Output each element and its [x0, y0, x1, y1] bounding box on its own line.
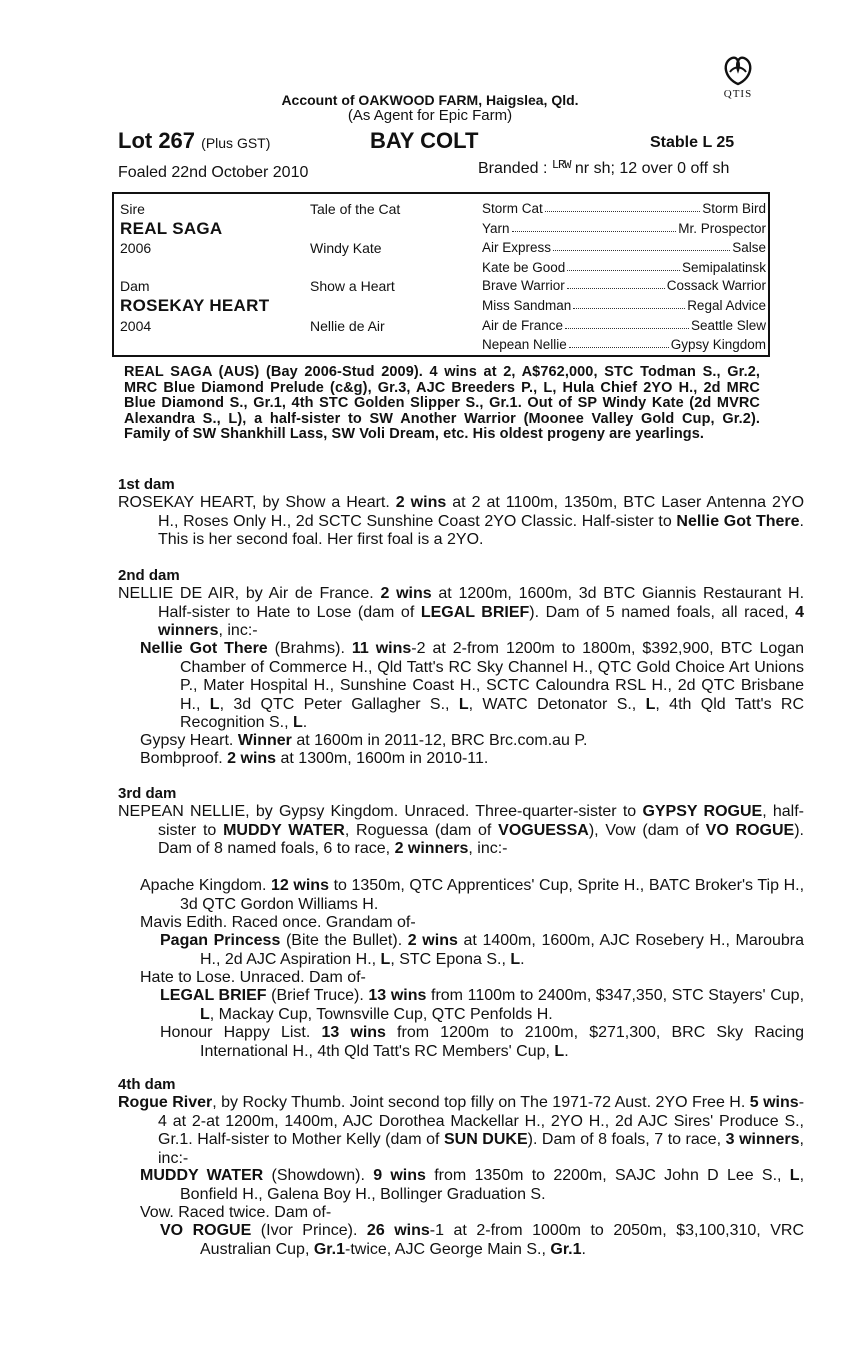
horse-name: VO ROGUE	[160, 1222, 252, 1239]
text: at 1400m, 1600m, AJC Rosebery H., Maroubra H., 2d AJC Aspiration H.,	[200, 932, 805, 968]
horse-name: MUDDY WATER	[140, 1167, 264, 1184]
brand-mark: LRW	[551, 158, 571, 172]
text: .	[564, 1042, 569, 1060]
wins: 13 wins	[368, 987, 427, 1004]
descendant-entry	[160, 987, 804, 1024]
third-dam-heading: 3rd dam	[118, 785, 177, 802]
foal-entry: Mavis Edith. Raced once. Grandam of-	[140, 914, 416, 931]
foal-entry: Vow. Raced twice. Dam of-	[140, 1204, 332, 1221]
text: -4 at 2-at 1200m, 1400m, AJC Dorothea Mackellar H., 2YO H., 2d AJC Sires' Produce S., Gr.1. Half-sister to Mother Kelly (dam of	[158, 1094, 805, 1148]
text: (Brahms).	[267, 640, 352, 657]
stable-number: Stable L 25	[650, 134, 735, 151]
wins: 12 wins	[271, 877, 329, 894]
horse-name: Nellie Got There	[676, 512, 800, 530]
text: from 1100m to 2400m, $347,350, STC Stayers' Cup,	[426, 987, 805, 1004]
foaled-date: Foaled 22nd October 2010	[118, 164, 309, 181]
sire-dam: Windy Kate	[310, 240, 382, 256]
lot-number	[118, 128, 270, 154]
grade: L	[510, 950, 521, 968]
foal-entry	[140, 1167, 804, 1204]
text: ). Dam of 8 named foals, 6 to race,	[158, 821, 804, 857]
horse-name: Nellie Got There	[140, 640, 268, 657]
wins: 2 wins	[395, 494, 447, 511]
logo-text: QTIS	[723, 88, 753, 100]
text: , STC Epona S.,	[390, 950, 511, 968]
text: (Showdown).	[263, 1167, 374, 1184]
grade: Gr.1	[550, 1240, 582, 1258]
descendant-entry	[160, 1024, 804, 1061]
text: to 1350m, QTC Apprentices' Cup, Sprite H., BATC Broker's Tip H., 3d QTC Gordon Williams H.	[180, 877, 805, 913]
foal-entry	[140, 877, 804, 914]
grade: L	[458, 695, 469, 713]
text: , 4th Qld Tatt's RC Recognition S.,	[180, 695, 805, 731]
text: at 2 at 1100m, 1350m, BTC Laser Antenna 2YO H., Roses Only H., 2d SCTC Sunshine Coast 2YO Classic. Half-sister to	[158, 494, 805, 530]
first-dam-heading: 1st dam	[118, 476, 175, 493]
grade: L	[554, 1042, 565, 1060]
line-right: Cossack Warrior	[666, 278, 766, 293]
line-left: Brave Warrior	[482, 278, 565, 293]
second-dam-heading: 2nd dam	[118, 567, 180, 584]
pedigree-line	[482, 240, 766, 255]
line-right: Mr. Prospector	[678, 221, 766, 236]
text: ROSEKAY HEART, by Show a Heart.	[118, 494, 396, 511]
line-left: Air de France	[482, 318, 564, 333]
plus-gst-note: (Plus GST)	[201, 135, 271, 151]
line-right: Salse	[732, 240, 766, 255]
grade: L	[645, 695, 656, 713]
second-dam-paragraph	[118, 585, 804, 641]
pedigree-line	[482, 201, 766, 216]
winners: 2 winners	[394, 840, 469, 857]
text: (Brief Truce).	[266, 987, 369, 1004]
text: Gypsy Heart.	[140, 732, 238, 749]
wins: Winner	[237, 732, 292, 749]
text: ). Dam of 5 named foals, all raced,	[529, 603, 796, 621]
horse-name: Rogue River	[118, 1094, 213, 1111]
pedigree-line	[482, 318, 766, 333]
third-dam-paragraph	[118, 803, 804, 859]
line-right: Seattle Slew	[690, 318, 766, 333]
text: .	[302, 714, 308, 731]
sire-name: REAL SAGA	[120, 219, 223, 238]
text: , Bonfield H., Galena Boy H., Bollinger Graduation S.	[180, 1167, 805, 1203]
grade: L	[380, 950, 391, 968]
text: .	[581, 1240, 586, 1258]
line-right: Semipalatinsk	[681, 260, 766, 275]
sire-label: Sire	[120, 201, 145, 217]
horse-name: VOGUESSA	[498, 821, 589, 839]
text: NELLIE DE AIR, by Air de France.	[118, 585, 381, 602]
wins: 11 wins	[351, 640, 412, 657]
horse-name: VO ROGUE	[705, 821, 795, 839]
text: Bombproof.	[140, 750, 228, 767]
grade: L	[200, 1005, 210, 1023]
foal-entry: Hate to Lose. Unraced. Dam of-	[140, 969, 366, 986]
dam-sire: Show a Heart	[310, 278, 395, 294]
foal-entry	[140, 750, 784, 769]
text: from 1200m to 2100m, $271,300, BRC Sky Racing International H., 4th Qld Tatt's RC Members' Cup,	[200, 1024, 804, 1060]
text: ), Vow (dam of	[588, 821, 706, 839]
horse-name: LEGAL BRIEF	[420, 603, 530, 621]
grade: L	[209, 695, 220, 713]
lot-label: Lot 267	[118, 128, 196, 153]
winners: 3 winners	[725, 1131, 800, 1148]
line-right: Storm Bird	[702, 201, 766, 216]
text: , inc:-	[158, 1131, 804, 1167]
horse-description: BAY COLT	[370, 128, 479, 153]
branded-detail: nr sh; 12 over 0 off sh	[574, 160, 730, 177]
pedigree-line	[482, 278, 766, 293]
horse-name: MUDDY WATER	[223, 821, 345, 839]
pedigree-line	[482, 298, 766, 313]
foal-entry	[140, 732, 784, 751]
sire-sire: Tale of the Cat	[310, 201, 401, 217]
line-left: Miss Sandman	[482, 298, 572, 313]
text: , half-sister to	[158, 803, 804, 839]
text: , by Rocky Thumb. Joint second top filly on The 1971-72 Aust. 2YO Free H.	[212, 1094, 750, 1111]
pedigree-line	[482, 337, 766, 352]
wins: 5 wins	[749, 1094, 799, 1111]
sire-year: 2006	[120, 240, 152, 256]
branded-label: Branded :	[478, 160, 548, 177]
text: -twice, AJC George Main S.,	[344, 1240, 551, 1258]
text: , WATC Detonator S.,	[468, 695, 646, 713]
text: -2 at 2-from 1200m to 1800m, $392,900, BTC Logan Chamber of Commerce H., Qld Tatt's RC Sky Channel H., QTC Gold Choice Art Unions P., Mater Hospital H., Sunshine Coast H., SCTC Caloundra RSL H., 2d QTC Brisbane H.,	[180, 640, 805, 713]
text: at 1300m, 1600m in 2010-11.	[276, 750, 489, 767]
winners: 4 winners	[158, 603, 805, 639]
text: at 1600m in 2011-12, BRC Brc.com.au P.	[291, 732, 588, 749]
text: .	[520, 950, 525, 968]
text: (Bite the Bullet).	[280, 932, 408, 949]
line-right: Regal Advice	[687, 298, 766, 313]
text: Apache Kingdom.	[140, 877, 272, 894]
text: from 1350m to 2200m, SAJC John D Lee S.,	[425, 1167, 790, 1184]
text: , 3d QTC Peter Gallagher S.,	[219, 695, 459, 713]
sire-summary: REAL SAGA (AUS) (Bay 2006-Stud 2009). 4 wins at 2, A$762,000, STC Todman S., Gr.2, MRC Blue Diamond Prelude (c&g), Gr.3, AJC Breeders P., L, Hula Chief 2YO H., 2d MRC Blue Diamond S., Gr.1, 4th STC Golden Slipper S., Gr.1. Out of SP Windy Kate (2d MVRC Alexandra S., L), a half-sister to SW Another Warrior (Moonee Valley Gold Cup, Gr.2). Family of SW Shankhill Lass, SW Voli Dream, etc. His oldest progeny are yearlings.	[124, 364, 760, 442]
horse-name: LEGAL BRIEF	[160, 987, 267, 1004]
text: , Mackay Cup, Townsville Cup, QTC Penfolds H.	[209, 1005, 553, 1023]
branded-line	[478, 160, 729, 178]
text: ). Dam of 8 foals, 7 to race,	[527, 1131, 726, 1148]
dam-dam: Nellie de Air	[310, 318, 385, 334]
wins: 13 wins	[321, 1024, 386, 1041]
pedigree-line	[482, 221, 766, 236]
qtis-emblem-icon	[718, 52, 758, 88]
text: , inc:-	[468, 840, 508, 857]
wins: 2 wins	[227, 750, 277, 767]
text: at 1200m, 1600m, 3d BTC Giannis Restaurant H. Half-sister to Hate to Lose (dam of	[158, 585, 805, 621]
line-left: Nepean Nellie	[482, 337, 567, 352]
fourth-dam-heading: 4th dam	[118, 1076, 176, 1093]
line-left: Air Express	[482, 240, 552, 255]
wins: 26 wins	[366, 1222, 430, 1239]
grade: L	[292, 714, 303, 731]
line-left: Storm Cat	[482, 201, 543, 216]
wins: 9 wins	[373, 1167, 426, 1184]
line-right: Gypsy Kingdom	[670, 337, 766, 352]
wins: 2 wins	[407, 932, 458, 949]
line-left: Yarn	[482, 221, 510, 236]
text: (Ivor Prince).	[251, 1222, 367, 1239]
text: , Roguessa (dam of	[344, 821, 499, 839]
text: . This is her second foal. Her first foal is a 2YO.	[158, 512, 804, 548]
dam-year: 2004	[120, 318, 152, 334]
descendant-entry	[160, 932, 804, 969]
wins: 2 wins	[380, 585, 432, 602]
account-line: Account of OAKWOOD FARM, Haigslea, Qld.	[281, 92, 579, 108]
dam-label: Dam	[120, 278, 150, 294]
fourth-dam-paragraph	[118, 1094, 804, 1168]
text: Honour Happy List.	[160, 1024, 322, 1041]
horse-name: Pagan Princess	[160, 932, 281, 949]
horse-name: GYPSY ROGUE	[642, 803, 763, 820]
horse-name: SUN DUKE	[443, 1131, 528, 1148]
descendant-entry	[160, 1222, 804, 1259]
text: -1 at 2-from 1000m to 2050m, $3,100,310, VRC Australian Cup,	[200, 1222, 804, 1258]
grade: L	[789, 1167, 800, 1184]
pedigree-line	[482, 260, 766, 275]
foal-entry	[140, 640, 804, 733]
text: NEPEAN NELLIE, by Gypsy Kingdom. Unraced. Three-quarter-sister to	[118, 803, 643, 820]
agent-line: (As Agent for Epic Farm)	[347, 107, 513, 124]
pedigree-box	[112, 192, 770, 357]
first-dam-paragraph	[118, 494, 804, 550]
line-left: Kate be Good	[482, 260, 566, 275]
dam-name: ROSEKAY HEART	[120, 296, 270, 315]
grade: Gr.1	[313, 1240, 345, 1258]
text: , inc:-	[218, 622, 258, 639]
